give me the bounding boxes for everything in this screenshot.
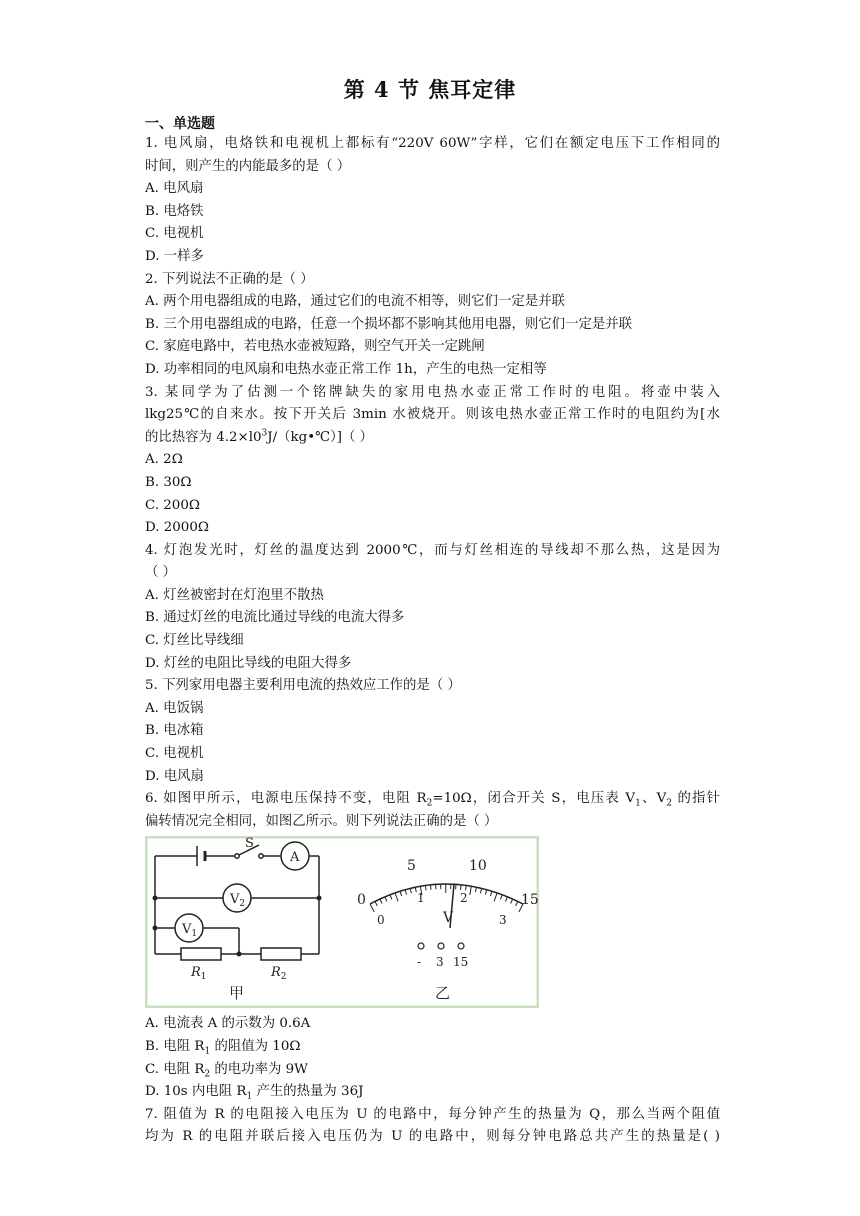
q6-d-text: D. 10s 内电阻 R xyxy=(145,1084,247,1100)
dial-top-label-0: 0 xyxy=(357,892,366,909)
figure-label-jia: 甲 xyxy=(229,984,245,1003)
q6-d-sub: 1 xyxy=(246,1091,253,1102)
q3-option-a: A. 2Ω xyxy=(145,452,183,468)
q7-stem-line2: 均为 R 的电阻并联后接入电压仍为 U 的电路中，则每分钟电路总共产生的热量是( ) xyxy=(145,1129,720,1145)
v2-subscript: 2 xyxy=(239,899,246,910)
q3-option-c: C. 200Ω xyxy=(145,497,200,513)
dial-bottom-label-1: 1 xyxy=(417,891,425,906)
q4-option-b: B. 通过灯丝的电流比通过导线的电流大得多 xyxy=(145,610,405,626)
q6-option-a: A. 电流表 A 的示数为 0.6A xyxy=(145,1016,311,1032)
resistor-r2 xyxy=(261,948,301,960)
q6-l1-sub1: 2 xyxy=(426,798,433,809)
q4-stem-line2: （ ） xyxy=(145,565,177,581)
q1-option-b: B. 电烙铁 xyxy=(145,203,204,219)
q3-option-d: D. 2000Ω xyxy=(145,520,209,536)
switch-contact-right xyxy=(259,854,263,858)
switch-contact-left xyxy=(235,854,239,858)
q2-option-b: B. 三个用电器组成的电路，任意一个损坏都不影响其他用电器，则它们一定是并联 xyxy=(145,316,633,332)
q4-option-c: C. 灯丝比导线细 xyxy=(145,633,244,649)
q2-option-a: A. 两个用电器组成的电路，通过它们的电流不相等，则它们一定是并联 xyxy=(145,294,565,310)
q1-stem-line2: 时间，则产生的内能最多的是（ ） xyxy=(145,158,351,174)
q3-line3-exponent: 3 xyxy=(261,428,268,439)
q5-option-b: B. 电冰箱 xyxy=(145,723,204,739)
q3-line3-unit: J/（kg•℃）]（ ） xyxy=(267,429,374,445)
dial-bottom-label-3: 3 xyxy=(499,913,507,928)
figure-label-yi: 乙 xyxy=(435,984,451,1003)
junction-dot xyxy=(153,896,158,901)
q6-c-tail: 的电功率为 9W xyxy=(210,1061,308,1077)
section-heading: 一、单选题 xyxy=(145,116,215,132)
q1-stem-line1: 1. 电风扇，电烙铁和电视机上都标有“220V 60W”字样，它们在额定电压下工作相同的 xyxy=(145,136,720,151)
dial-top-label-10: 10 xyxy=(469,858,487,875)
terminal-minus xyxy=(418,943,424,949)
circuit-and-meter-figure xyxy=(145,836,539,1008)
q3-stem-line3 xyxy=(145,427,720,450)
q6-option-b xyxy=(145,1036,720,1059)
q6-option-c xyxy=(145,1059,720,1082)
q6-c-text: C. 电阻 R xyxy=(145,1061,205,1077)
junction-dot xyxy=(237,952,242,957)
q3-option-b: B. 30Ω xyxy=(145,474,192,490)
q6-l1-d: 的指针 xyxy=(672,791,720,807)
q1-option-c: C. 电视机 xyxy=(145,226,204,242)
q5-option-c: C. 电视机 xyxy=(145,746,204,762)
dial-unit-symbol: V xyxy=(443,910,454,927)
dial-tick xyxy=(466,886,467,891)
dial-tick xyxy=(430,885,431,890)
q4-option-d: D. 灯丝的电阻比导线的电阻大得多 xyxy=(145,655,352,671)
r1-subscript: 1 xyxy=(200,972,207,983)
q2-option-c: C. 家庭电路中，若电热水壶被短路，则空气开关一定跳闸 xyxy=(145,339,485,355)
dial-bottom-label-0: 0 xyxy=(377,913,385,928)
q4-option-a: A. 灯丝被密封在灯泡里不散热 xyxy=(145,587,324,603)
q5-stem: 5. 下列家用电器主要利用电流的热效应工作的是（ ） xyxy=(145,678,461,694)
q1-option-d: D. 一样多 xyxy=(145,248,204,264)
q4-stem-line1: 4. 灯泡发光时，灯丝的温度达到 2000℃，而与灯丝相连的导线却不那么热，这是因为 xyxy=(145,542,720,558)
question-list xyxy=(145,133,720,1149)
r1-letter: R xyxy=(191,965,201,981)
q6-l1-c: 、V xyxy=(640,791,667,807)
q6-l1-a: 6. 如图甲所示，电源电压保持不变，电阻 R xyxy=(145,791,427,807)
junction-dot xyxy=(317,896,322,901)
q2-stem: 2. 下列说法不正确的是（ ） xyxy=(145,271,314,287)
switch-label: S xyxy=(245,836,254,852)
q5-option-a: A. 电饭锅 xyxy=(145,700,204,716)
q3-stem-line2: lkg25℃的自来水。按下开关后 3min 水被烧开。则该电热水壶正常工作时的电阻约为[水 xyxy=(145,407,720,423)
terminal-label-3: 3 xyxy=(436,955,444,970)
q6-b-tail: 的阻值为 10Ω xyxy=(210,1039,301,1054)
q6-stem-line1 xyxy=(145,788,720,811)
ammeter-label: A xyxy=(290,850,300,866)
q5-option-d: D. 电风扇 xyxy=(145,768,204,784)
q6-d-tail: 产生的热量为 36J xyxy=(252,1084,364,1100)
v2-letter: V xyxy=(230,892,240,908)
dial-bottom-label-2: 2 xyxy=(460,891,468,906)
q6-b-sub: 1 xyxy=(204,1046,211,1057)
q3-stem-line1: 3. 某同学为了估测一个铭牌缺失的家用电热水壶正常工作时的电阻。将壶中装入 xyxy=(145,384,720,400)
q6-l1-sub2: 1 xyxy=(635,798,641,809)
terminal-label-15: 15 xyxy=(453,955,469,970)
q6-l1-b: =10Ω，闭合开关 S，电压表 V xyxy=(432,791,636,807)
q6-l1-sub3: 2 xyxy=(666,798,673,809)
dial-tick xyxy=(425,886,426,891)
r2-subscript: 2 xyxy=(280,972,287,983)
v1-subscript: 1 xyxy=(191,929,198,940)
terminal-3 xyxy=(438,943,444,949)
terminal-15 xyxy=(458,943,464,949)
v1-letter: V xyxy=(182,922,192,938)
q1-option-a: A. 电风扇 xyxy=(145,181,204,197)
junction-dot xyxy=(153,926,158,931)
r2-letter: R xyxy=(271,965,281,981)
q3-line3-text: 的比热容为 4.2×l0 xyxy=(145,429,262,445)
dial-top-label-5: 5 xyxy=(407,858,416,875)
q2-option-d: D. 功率相同的电风扇和电热水壶正常工作 1h，产生的电热一定相等 xyxy=(145,361,547,377)
q6-figure xyxy=(145,836,720,1010)
q6-c-sub: 2 xyxy=(204,1069,211,1080)
q6-stem-line2: 偏转情况完全相同，如图乙所示。则下列说法正确的是（ ） xyxy=(145,813,498,829)
dial-top-label-15: 15 xyxy=(521,892,539,909)
q6-option-d xyxy=(145,1081,720,1104)
resistor-r1 xyxy=(181,948,221,960)
q6-b-text: B. 电阻 R xyxy=(145,1039,205,1054)
dial-tick xyxy=(461,885,462,890)
terminal-label-minus: - xyxy=(417,955,422,970)
page-title: 第 4 节 焦耳定律 xyxy=(343,77,517,102)
q7-stem-line1: 7. 阻值为 R 的电阻接入电压为 U 的电路中，每分钟产生的热量为 Q，那么当两个阻值 xyxy=(145,1106,720,1122)
